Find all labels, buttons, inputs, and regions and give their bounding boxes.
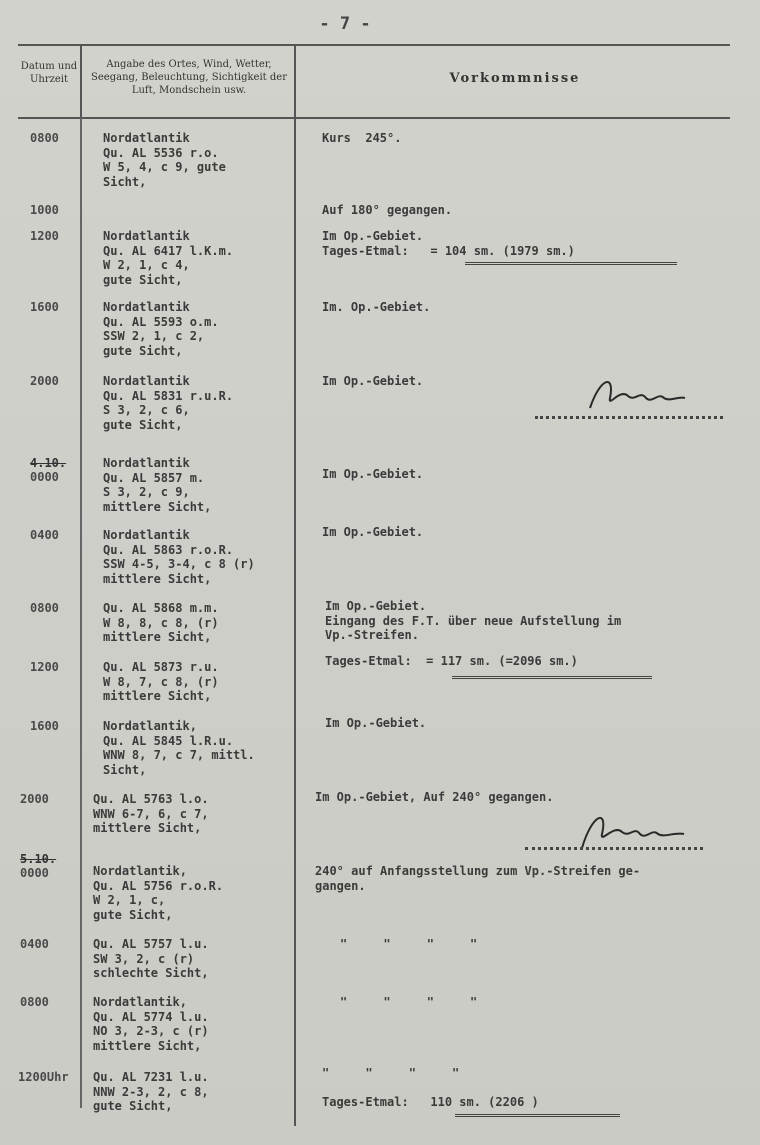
row-time: 0000	[20, 866, 49, 880]
row-place: Nordatlantik, Qu. AL 5756 r.o.R. W 2, 1, c, gute Sicht,	[93, 864, 224, 922]
row-event: Im. Op.-Gebiet.	[322, 300, 431, 314]
row-date: 5.10.	[20, 852, 57, 866]
row-time: 0800	[30, 601, 59, 615]
row-event: " " " "	[340, 995, 478, 1009]
row-place: Nordatlantik, Qu. AL 5774 l.u. NO 3, 2-3, c (r) mittlere Sicht,	[93, 995, 209, 1053]
row-place: Nordatlantik, Qu. AL 5845 l.R.u. WNW 8, 7, c 7, mittl. Sicht,	[103, 719, 255, 777]
col-divider-1	[80, 118, 82, 1108]
etmal-underline	[465, 262, 677, 265]
row-place: Nordatlantik Qu. AL 5536 r.o. W 5, 4, c 9, gute Sicht,	[103, 131, 226, 189]
row-place: Nordatlantik Qu. AL 5831 r.u.R. S 3, 2, c 6, gute Sicht,	[103, 374, 234, 432]
row-time: 0800	[30, 131, 59, 145]
header-bottom-rule	[18, 117, 730, 119]
row-place: Nordatlantik Qu. AL 5857 m. S 3, 2, c 9, mittlere Sicht,	[103, 456, 212, 514]
row-event: Im Op.-Gebiet. Tages-Etmal: = 104 sm. (1979 sm.)	[322, 229, 575, 258]
header-datum: Datum und Uhrzeit	[20, 61, 78, 85]
header-vorkommnisse: Vorkommnisse	[449, 71, 581, 86]
row-time: 0800	[20, 995, 49, 1009]
row-time: 1200Uhr	[18, 1070, 69, 1084]
row-time: 0400	[20, 937, 49, 951]
row-event: Im Op.-Gebiet.	[322, 374, 424, 388]
row-place: Nordatlantik Qu. AL 5593 o.m. SSW 2, 1, c 2, gute Sicht,	[103, 300, 219, 358]
row-place: Qu. AL 5763 l.o. WNW 6-7, 6, c 7, mittlere Sicht,	[93, 792, 209, 835]
table-top-rule	[18, 44, 730, 46]
row-place: Qu. AL 5868 m.m. W 8, 8, c 8, (r) mittlere Sicht,	[103, 601, 219, 644]
row-time: 0400	[30, 528, 59, 542]
etmal-underline	[455, 1114, 620, 1117]
signature-dotted-line-2	[525, 847, 703, 850]
row-event: Im Op.-Gebiet.	[322, 525, 424, 539]
row-event: Im Op.-Gebiet.	[325, 716, 427, 730]
row-event: Im Op.-Gebiet.	[322, 467, 424, 481]
row-event: Tages-Etmal: = 117 sm. (=2096 sm.)	[325, 654, 578, 668]
row-event: Im Op.-Gebiet, Auf 240° gegangen.	[315, 790, 554, 804]
row-place: Qu. AL 5873 r.u. W 8, 7, c 8, (r) mittlere Sicht,	[103, 660, 219, 703]
row-time: 2000	[30, 374, 59, 388]
row-event: " " " " Tages-Etmal: 110 sm. (2206 )	[322, 1066, 539, 1109]
signature-dotted-line-1	[535, 416, 723, 419]
row-event: " " " "	[340, 937, 478, 951]
row-time: 1600	[30, 300, 59, 314]
col-divider-1-header	[80, 46, 82, 118]
row-event: 240° auf Anfangsstellung zum Vp.-Streifen ge- gangen.	[315, 864, 641, 893]
row-time: 2000	[20, 792, 49, 806]
row-place: Nordatlantik Qu. AL 6417 l.K.m. W 2, 1, c 4, gute Sicht,	[103, 229, 234, 287]
row-event: Auf 180° gegangen.	[322, 203, 453, 217]
row-event: Kurs 245°.	[322, 131, 402, 145]
row-time: 1600	[30, 719, 59, 733]
signature-1	[580, 368, 690, 418]
row-time: 1000	[30, 203, 59, 217]
page-number: - 7 -	[319, 14, 371, 34]
row-place: Nordatlantik Qu. AL 5863 r.o.R. SSW 4-5, 3-4, c 8 (r) mittlere Sicht,	[103, 528, 255, 586]
etmal-underline	[452, 676, 652, 679]
row-place: Qu. AL 7231 l.u. NNW 2-3, 2, c 8, gute Sicht,	[93, 1070, 209, 1113]
row-place: Qu. AL 5757 l.u. SW 3, 2, c (r) schlechte Sicht,	[93, 937, 209, 980]
header-ort: Angabe des Ortes, Wind, Wetter, Seegang, Beleuchtung, Sichtigkeit der Luft, Mondschein usw.	[91, 59, 287, 96]
col-divider-2	[294, 46, 296, 1126]
row-date: 4.10.	[30, 456, 67, 470]
row-time: 1200	[30, 660, 59, 674]
row-event: Im Op.-Gebiet. Eingang des F.T. über neue Aufstellung im Vp.-Streifen.	[325, 599, 622, 642]
row-time: 0000	[30, 470, 59, 484]
row-time: 1200	[30, 229, 59, 243]
